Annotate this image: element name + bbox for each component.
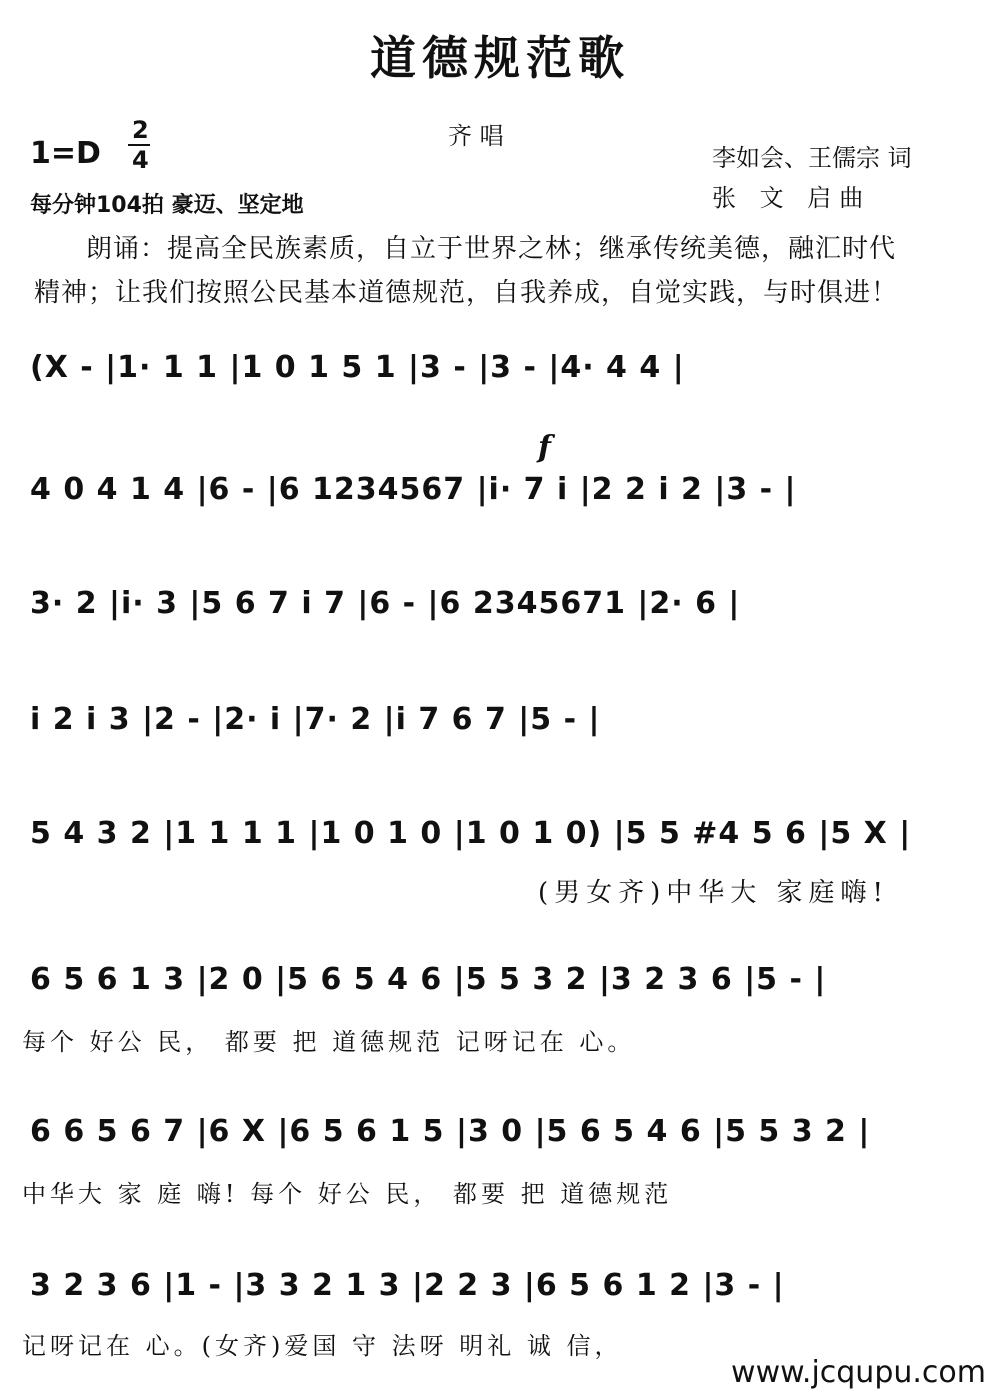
staff-line-7-lyrics: 中华大 家 庭 嗨! 每个 好公 民， 都要 把 道德规范 xyxy=(22,1180,673,1208)
staff-line-6-notes: 6 5 6 1 3 |2 0 |5 6 5 4 6 |5 5 3 2 |3 2 3 6 |5 - | xyxy=(30,962,827,997)
recitation-line-1: 朗诵：提高全民族素质，自立于世界之林；继承传统美德，融汇时代 xyxy=(86,234,897,264)
performance-type: 齐 唱 xyxy=(448,122,504,150)
dynamic-forte: f xyxy=(538,430,551,465)
staff-line-8-lyrics: 记呀记在 心。(女齐)爱国 守 法呀 明礼 诚 信， xyxy=(22,1332,623,1360)
staff-line-8-notes: 3 2 3 6 |1 - |3 3 2 1 3 |2 2 3 |6 5 6 1 2 |3 - | xyxy=(30,1268,785,1303)
staff-line-3-notes: 3· 2 |i· 3 |5 6 7 i 7 |6 - |6 2345671 |2· 6 | xyxy=(30,586,741,621)
composer-credit: 张 文 启曲 xyxy=(712,184,872,212)
staff-line-4-notes: i 2 i 3 |2 - |2· i |7· 2 |i 7 6 7 |5 - | xyxy=(30,702,601,737)
footer-watermark-url: www.jcqupu.com xyxy=(731,1355,986,1390)
time-signature-top: 2 xyxy=(132,116,149,144)
key-signature: 1=D xyxy=(30,136,101,171)
lyricist-credit: 李如会、王儒宗 词 xyxy=(712,144,912,172)
staff-line-5-notes: 5 4 3 2 |1 1 1 1 |1 0 1 0 |1 0 1 0) |5 5 #4 5 6 |5 X | xyxy=(30,816,912,851)
time-signature-bottom: 4 xyxy=(132,146,149,174)
staff-line-7-notes: 6 6 5 6 7 |6 X |6 5 6 1 5 |3 0 |5 6 5 4 6 |5 5 3 2 | xyxy=(30,1114,871,1149)
recitation-line-2: 精神；让我们按照公民基本道德规范，自我养成，自觉实践，与时俱进！ xyxy=(34,278,899,308)
staff-line-1-notes: (X - |1· 1 1 |1 0 1 5 1 |3 - |3 - |4· 4 4 | xyxy=(30,350,685,385)
tempo-marking: 每分钟104拍 豪迈、坚定地 xyxy=(30,193,304,218)
staff-line-2-notes: 4 0 4 1 4 |6 - |6 1234567 |i· 7 i |2 2 i 2 |3 - | xyxy=(30,472,797,507)
staff-line-6-lyrics: 每个 好公 民， 都要 把 道德规范 记呀记在 心。 xyxy=(22,1028,636,1056)
staff-line-5-lyrics: (男女齐)中华大 家庭嗨! xyxy=(538,878,890,908)
song-title: 道德规范歌 xyxy=(370,31,630,85)
